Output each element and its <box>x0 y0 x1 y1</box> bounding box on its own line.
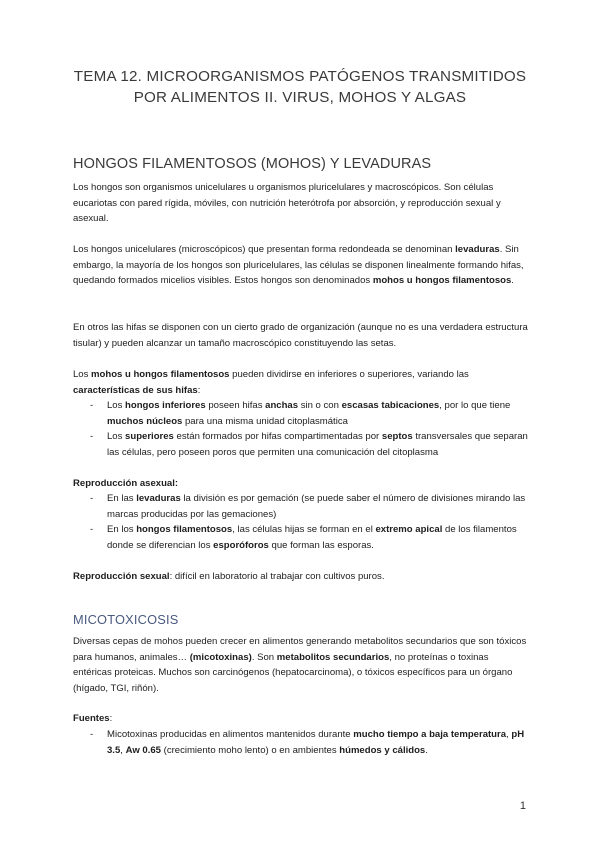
list-bullet: - <box>90 729 94 740</box>
page-number: 1 <box>519 800 526 812</box>
paragraph-reproduccion-sexual: Reproducción sexual: difícil en laboratorio al trabajar con cultivos puros. <box>73 571 385 582</box>
list-item-hongos-filamentosos: En los hongos filamentosos, las células hijas se forman en el extremo apical de los filamentos donde se diferencian los esporóforos que forman las esporas. <box>107 524 517 551</box>
paragraph-levaduras: Los hongos unicelulares (microscópicos) que presentan forma redondeada se denominan levaduras. Sin embargo, la mayoría de los hongos son pluricelulares, las células se disponen linealmente formando hifas, quedando formados micelios visibles. Estos hongos son denominados mohos u hongos filamentosos. <box>73 244 524 287</box>
paragraph-setas: En otros las hifas se disponen con un cierto grado de organización (aunque no es una verdadera estructura tisular) y pueden alcanzar un tamaño macroscópico constituyendo las setas. <box>73 322 528 349</box>
list-bullet: - <box>90 400 94 411</box>
subheading-fuentes: Fuentes: <box>73 713 113 724</box>
subheading-reproduccion-asexual: Reproducción asexual: <box>73 478 179 489</box>
list-bullet: - <box>90 431 94 442</box>
list-item-levaduras-gemacion: En las levaduras la división es por gemación (se puede saber el número de divisiones mirando las marcas producidas por las gemaciones) <box>107 493 526 520</box>
document-title: TEMA 12. MICROORGANISMOS PATÓGENOS TRANSMITIDOS POR ALIMENTOS II. VIRUS, MOHOS Y ALGAS <box>73 68 527 106</box>
section-heading-micotoxicosis: MICOTOXICOSIS <box>73 612 179 627</box>
paragraph-hongos-intro: Los hongos son organismos unicelulares u organismos pluricelulares y macroscópicos. Son células eucariotas con pared rígida, móviles, con nutrición heterótrofa por absorción, y reproducción sexual y asexual. <box>73 182 501 225</box>
paragraph-micotoxinas: Diversas cepas de mohos pueden crecer en alimentos generando metabolitos secundarios que son tóxicos para humanos, animales… (micotoxinas). Son metabolitos secundarios, no proteínas o toxinas entéricas proteicas. Muchos son carcinógenos (hepatocarcinoma), o tóxicos específicos para un órgano (hígado, TGI, riñón). <box>73 636 527 694</box>
list-item-hongos-inferiores: Los hongos inferiores poseen hifas anchas sin o con escasas tabicaciones, por lo que tiene muchos núcleos para una misma unidad citoplasmática <box>107 400 511 427</box>
list-bullet: - <box>90 524 94 535</box>
list-item-fuentes-micotoxinas: Micotoxinas producidas en alimentos mantenidos durante mucho tiempo a baja temperatura, pH 3.5, Aw 0.65 (crecimiento moho lento) o en ambientes húmedos y cálidos. <box>107 729 525 756</box>
list-item-superiores: Los superiores están formados por hifas compartimentadas por septos transversales que separan las células, pero poseen poros que permiten una comunicación del citoplasma <box>107 431 528 458</box>
paragraph-mohos-division: Los mohos u hongos filamentosos pueden dividirse en inferiores o superiores, variando las características de sus hifas: <box>73 369 469 396</box>
list-bullet: - <box>90 493 94 504</box>
section-heading-hongos: HONGOS FILAMENTOSOS (MOHOS) Y LEVADURAS <box>73 156 432 172</box>
